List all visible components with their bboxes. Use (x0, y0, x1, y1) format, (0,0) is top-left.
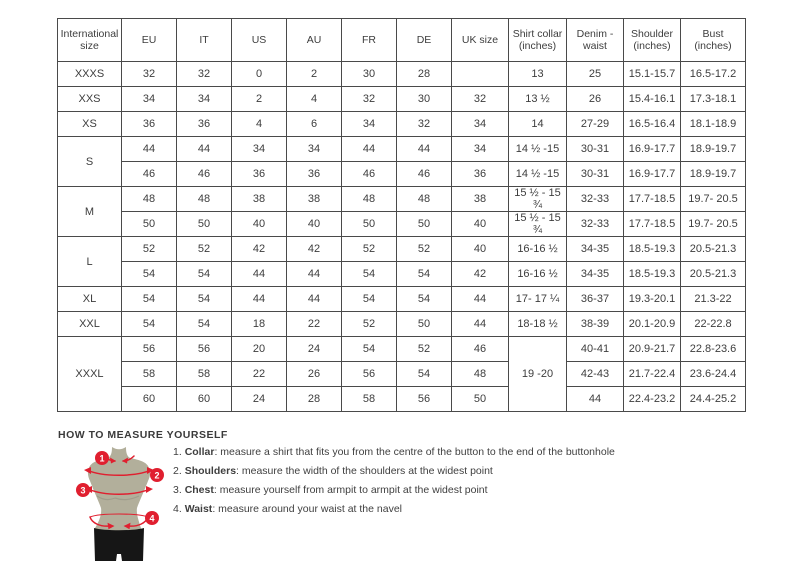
cell-au: 26 (287, 362, 342, 387)
international-size-cell: M (58, 187, 122, 237)
cell-fr: 54 (342, 262, 397, 287)
cell-collar: 15 ½ - 15 ¾ (509, 187, 567, 212)
cell-au: 2 (287, 62, 342, 87)
cell-bust: 18.9-19.7 (681, 162, 746, 187)
cell-uk: 36 (452, 162, 509, 187)
cell-shoulder: 20.1-20.9 (624, 312, 681, 337)
cell-collar: 14 (509, 112, 567, 137)
cell-uk: 50 (452, 387, 509, 412)
cell-uk: 46 (452, 337, 509, 362)
cell-us: 4 (232, 112, 287, 137)
cell-au: 38 (287, 187, 342, 212)
cell-de: 50 (397, 212, 452, 237)
cell-bust: 24.4-25.2 (681, 387, 746, 412)
cell-collar: 17- 17 ¼ (509, 287, 567, 312)
international-size-cell: XXL (58, 312, 122, 337)
cell-collar: 14 ½ -15 (509, 162, 567, 187)
cell-uk: 44 (452, 287, 509, 312)
cell-fr: 52 (342, 237, 397, 262)
cell-de: 52 (397, 337, 452, 362)
table-row (58, 212, 746, 237)
cell-eu: 52 (122, 237, 177, 262)
cell-de: 54 (397, 287, 452, 312)
cell-us: 0 (232, 62, 287, 87)
cell-uk: 38 (452, 187, 509, 212)
cell-denim: 32-33 (567, 187, 624, 212)
cell-bust: 22.8-23.6 (681, 337, 746, 362)
cell-eu: 50 (122, 212, 177, 237)
cell-it: 36 (177, 112, 232, 137)
cell-bust: 18.9-19.7 (681, 137, 746, 162)
cell-us: 36 (232, 162, 287, 187)
column-header: IT (177, 19, 232, 62)
cell-fr: 48 (342, 187, 397, 212)
cell-bust: 21.3-22 (681, 287, 746, 312)
svg-text:3: 3 (80, 485, 86, 496)
cell-shoulder: 22.4-23.2 (624, 387, 681, 412)
cell-eu: 60 (122, 387, 177, 412)
column-header: Shirt collar (inches) (509, 19, 567, 62)
cell-collar: 18-18 ½ (509, 312, 567, 337)
cell-it: 44 (177, 137, 232, 162)
cell-bust: 20.5-21.3 (681, 237, 746, 262)
shorts-silhouette (94, 528, 144, 561)
cell-au: 44 (287, 287, 342, 312)
cell-uk: 32 (452, 87, 509, 112)
column-header: Denim - waist (567, 19, 624, 62)
cell-collar: 15 ½ - 15 ¾ (509, 212, 567, 237)
cell-fr: 50 (342, 212, 397, 237)
cell-denim: 27-29 (567, 112, 624, 137)
cell-it: 46 (177, 162, 232, 187)
measure-instruction-item: 1. Collar: measure a shirt that fits you from the centre of the button to the end of the buttonhole (173, 446, 615, 458)
cell-us: 38 (232, 187, 287, 212)
cell-bust: 19.7- 20.5 (681, 187, 746, 212)
cell-de: 44 (397, 137, 452, 162)
table-row (58, 112, 746, 137)
cell-au: 42 (287, 237, 342, 262)
cell-denim: 30-31 (567, 162, 624, 187)
cell-uk: 34 (452, 112, 509, 137)
cell-uk: 48 (452, 362, 509, 387)
cell-shoulder: 17.7-18.5 (624, 187, 681, 212)
cell-fr: 52 (342, 312, 397, 337)
size-chart-table (57, 18, 746, 412)
cell-bust: 17.3-18.1 (681, 87, 746, 112)
cell-bust: 18.1-18.9 (681, 112, 746, 137)
cell-collar: 16-16 ½ (509, 262, 567, 287)
size-chart-header (58, 19, 746, 62)
cell-bust: 22-22.8 (681, 312, 746, 337)
svg-text:4: 4 (149, 513, 155, 524)
cell-eu: 54 (122, 262, 177, 287)
cell-denim: 38-39 (567, 312, 624, 337)
column-header: International size (58, 19, 122, 62)
cell-uk: 40 (452, 237, 509, 262)
cell-fr: 34 (342, 112, 397, 137)
cell-denim: 42-43 (567, 362, 624, 387)
cell-denim: 30-31 (567, 137, 624, 162)
cell-de: 54 (397, 362, 452, 387)
measure-instruction-label: Waist (184, 503, 213, 515)
table-row (58, 262, 746, 287)
cell-de: 52 (397, 237, 452, 262)
cell-uk: 42 (452, 262, 509, 287)
measure-instruction-item: 3. Chest: measure yourself from armpit to armpit at the widest point (173, 484, 488, 496)
international-size-cell: XS (58, 112, 122, 137)
cell-bust: 23.6-24.4 (681, 362, 746, 387)
cell-shoulder: 18.5-19.3 (624, 237, 681, 262)
cell-fr: 30 (342, 62, 397, 87)
measure-instruction-item: 2. Shoulders: measure the width of the shoulders at the widest point (173, 465, 493, 477)
cell-shoulder: 16.9-17.7 (624, 137, 681, 162)
cell-de: 50 (397, 312, 452, 337)
cell-de: 32 (397, 112, 452, 137)
table-row (58, 87, 746, 112)
cell-collar: 13 ½ (509, 87, 567, 112)
column-header: DE (397, 19, 452, 62)
table-row (58, 162, 746, 187)
cell-uk: 34 (452, 137, 509, 162)
cell-uk: 40 (452, 212, 509, 237)
cell-uk (452, 62, 509, 87)
cell-us: 44 (232, 262, 287, 287)
cell-denim: 34-35 (567, 262, 624, 287)
cell-it: 58 (177, 362, 232, 387)
international-size-cell: XXXL (58, 337, 122, 412)
cell-us: 20 (232, 337, 287, 362)
cell-au: 28 (287, 387, 342, 412)
cell-collar: 19 -20 (509, 337, 567, 412)
table-row (58, 137, 746, 162)
cell-denim: 36-37 (567, 287, 624, 312)
cell-au: 40 (287, 212, 342, 237)
how-to-measure-title: HOW TO MEASURE YOURSELF (58, 429, 228, 441)
cell-denim: 44 (567, 387, 624, 412)
cell-it: 54 (177, 312, 232, 337)
international-size-cell: S (58, 137, 122, 187)
table-row (58, 287, 746, 312)
table-row (58, 387, 746, 412)
cell-denim: 40-41 (567, 337, 624, 362)
cell-us: 40 (232, 212, 287, 237)
column-header: AU (287, 19, 342, 62)
cell-de: 30 (397, 87, 452, 112)
cell-au: 22 (287, 312, 342, 337)
cell-denim: 32-33 (567, 212, 624, 237)
international-size-cell: XL (58, 287, 122, 312)
cell-au: 36 (287, 162, 342, 187)
cell-fr: 54 (342, 337, 397, 362)
cell-au: 6 (287, 112, 342, 137)
international-size-cell: L (58, 237, 122, 287)
cell-it: 54 (177, 262, 232, 287)
cell-denim: 26 (567, 87, 624, 112)
cell-us: 18 (232, 312, 287, 337)
cell-collar: 16-16 ½ (509, 237, 567, 262)
cell-us: 2 (232, 87, 287, 112)
cell-us: 34 (232, 137, 287, 162)
table-row (58, 362, 746, 387)
cell-fr: 54 (342, 287, 397, 312)
international-size-cell: XXXS (58, 62, 122, 87)
torso-measurement-figure (68, 444, 168, 566)
cell-eu: 46 (122, 162, 177, 187)
cell-de: 48 (397, 187, 452, 212)
cell-bust: 16.5-17.2 (681, 62, 746, 87)
cell-us: 24 (232, 387, 287, 412)
column-header: Shoulder (inches) (624, 19, 681, 62)
header-row (58, 19, 746, 62)
svg-text:2: 2 (154, 470, 160, 481)
cell-shoulder: 21.7-22.4 (624, 362, 681, 387)
cell-eu: 56 (122, 337, 177, 362)
measure-instruction-label: Shoulders (184, 465, 237, 477)
cell-eu: 34 (122, 87, 177, 112)
cell-shoulder: 15.4-16.1 (624, 87, 681, 112)
cell-uk: 44 (452, 312, 509, 337)
cell-au: 4 (287, 87, 342, 112)
cell-shoulder: 19.3-20.1 (624, 287, 681, 312)
cell-fr: 58 (342, 387, 397, 412)
table-row (58, 237, 746, 262)
cell-eu: 32 (122, 62, 177, 87)
cell-de: 28 (397, 62, 452, 87)
cell-denim: 34-35 (567, 237, 624, 262)
cell-us: 44 (232, 287, 287, 312)
cell-us: 22 (232, 362, 287, 387)
cell-de: 56 (397, 387, 452, 412)
international-size-cell: XXS (58, 87, 122, 112)
cell-de: 54 (397, 262, 452, 287)
cell-denim: 25 (567, 62, 624, 87)
cell-collar: 14 ½ -15 (509, 137, 567, 162)
cell-au: 34 (287, 137, 342, 162)
cell-au: 44 (287, 262, 342, 287)
cell-fr: 32 (342, 87, 397, 112)
table-row (58, 62, 746, 87)
column-header: US (232, 19, 287, 62)
table-row (58, 312, 746, 337)
cell-shoulder: 17.7-18.5 (624, 212, 681, 237)
cell-eu: 44 (122, 137, 177, 162)
cell-bust: 19.7- 20.5 (681, 212, 746, 237)
cell-collar: 13 (509, 62, 567, 87)
measure-instructions-list (173, 443, 615, 519)
cell-it: 48 (177, 187, 232, 212)
table-row (58, 337, 746, 362)
column-header: EU (122, 19, 177, 62)
cell-shoulder: 16.9-17.7 (624, 162, 681, 187)
cell-it: 54 (177, 287, 232, 312)
cell-fr: 46 (342, 162, 397, 187)
svg-text:1: 1 (99, 453, 105, 464)
cell-eu: 48 (122, 187, 177, 212)
measure-instruction-label: Chest (184, 484, 214, 496)
cell-shoulder: 15.1-15.7 (624, 62, 681, 87)
cell-fr: 56 (342, 362, 397, 387)
table-row (58, 187, 746, 212)
measure-instruction-item: 4. Waist: measure around your waist at the navel (173, 503, 402, 515)
cell-eu: 54 (122, 287, 177, 312)
cell-it: 34 (177, 87, 232, 112)
column-header: UK size (452, 19, 509, 62)
cell-de: 46 (397, 162, 452, 187)
cell-us: 42 (232, 237, 287, 262)
cell-it: 60 (177, 387, 232, 412)
cell-bust: 20.5-21.3 (681, 262, 746, 287)
cell-it: 52 (177, 237, 232, 262)
cell-fr: 44 (342, 137, 397, 162)
cell-au: 24 (287, 337, 342, 362)
column-header: Bust (inches) (681, 19, 746, 62)
size-chart-body (58, 62, 746, 412)
cell-shoulder: 20.9-21.7 (624, 337, 681, 362)
column-header: FR (342, 19, 397, 62)
cell-it: 56 (177, 337, 232, 362)
cell-eu: 54 (122, 312, 177, 337)
cell-shoulder: 18.5-19.3 (624, 262, 681, 287)
cell-eu: 58 (122, 362, 177, 387)
cell-shoulder: 16.5-16.4 (624, 112, 681, 137)
measure-instruction-label: Collar (184, 446, 215, 458)
cell-it: 32 (177, 62, 232, 87)
cell-eu: 36 (122, 112, 177, 137)
cell-it: 50 (177, 212, 232, 237)
